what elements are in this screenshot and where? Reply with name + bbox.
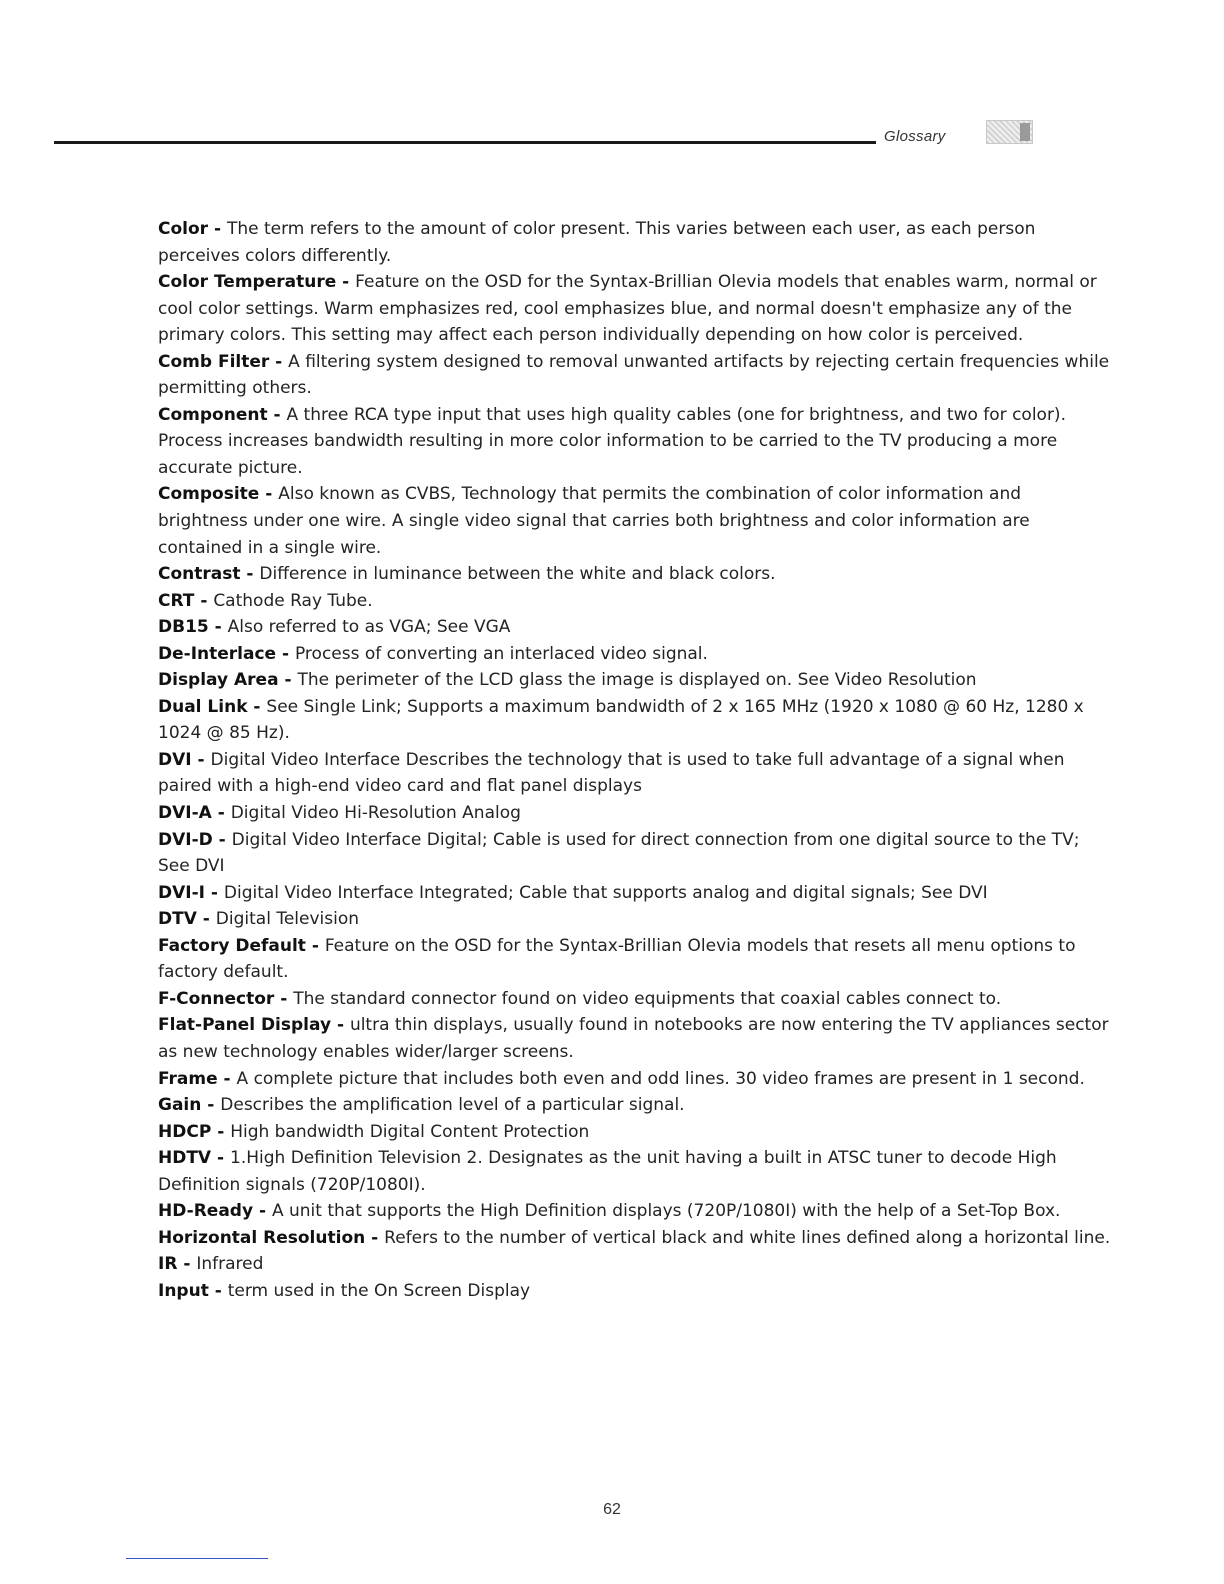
glossary-term: DB15	[158, 617, 209, 638]
glossary-definition: Process of converting an interlaced video signal.	[294, 643, 708, 664]
glossary-entry	[158, 694, 1113, 747]
term-separator: -	[259, 484, 279, 505]
glossary-term: HDCP	[158, 1121, 212, 1142]
term-separator: -	[267, 404, 287, 425]
glossary-term: De-Interlace	[158, 643, 277, 664]
page-number: 62	[603, 1501, 621, 1518]
glossary-term: Factory Default	[158, 935, 306, 956]
term-separator: -	[208, 219, 227, 239]
term-separator: -	[278, 670, 298, 691]
glossary-entry	[158, 641, 1113, 668]
term-separator: -	[247, 696, 267, 717]
glossary-entry	[158, 1251, 1113, 1278]
glossary-term: IR	[158, 1254, 178, 1275]
term-separator: -	[365, 1227, 385, 1248]
term-separator: -	[305, 935, 325, 956]
term-separator: -	[276, 643, 295, 664]
term-separator: -	[274, 988, 294, 1009]
glossary-definition: 1.High Definition Television 2. Designates as the unit having a built in ATSC tuner to decode High Definition signals (720P/1080I).	[158, 1148, 1057, 1195]
glossary-list	[158, 216, 1113, 1304]
glossary-term: HDTV	[158, 1148, 212, 1169]
glossary-definition: The perimeter of the LCD glass the image is displayed on. See Video Resolution	[297, 670, 977, 691]
glossary-definition: Infrared	[196, 1254, 264, 1275]
term-separator: -	[240, 564, 260, 585]
glossary-entry	[158, 402, 1113, 482]
glossary-definition: Feature on the OSD for the Syntax-Brillian Olevia models that enables warm, normal or cool color settings. Warm emphasizes red, cool emphasizes blue, and normal doesn't emphasize any of the primary colors. This setting may affect each person individually depending on how color is perceived.	[158, 272, 1097, 346]
glossary-definition: term used in the On Screen Display	[227, 1280, 531, 1301]
term-separator: -	[212, 829, 232, 850]
glossary-entry	[158, 1012, 1113, 1065]
glossary-entry	[158, 933, 1113, 986]
term-separator: -	[211, 803, 231, 824]
glossary-term: Composite	[158, 484, 260, 505]
term-separator: -	[217, 1068, 237, 1089]
glossary-definition: Difference in luminance between the white and black colors.	[259, 564, 776, 585]
glossary-term: DTV	[158, 909, 197, 930]
glossary-definition: Digital Video Hi-Resolution Analog	[230, 803, 521, 824]
glossary-term: Frame	[158, 1068, 218, 1089]
term-separator: -	[208, 617, 228, 638]
glossary-term: DVI-A	[158, 803, 212, 824]
term-separator: -	[196, 909, 216, 930]
glossary-definition: Describes the amplification level of a particular signal.	[220, 1095, 685, 1116]
glossary-entry	[158, 1145, 1113, 1198]
glossary-entry	[158, 561, 1113, 588]
glossary-definition: Feature on the OSD for the Syntax-Brillian Olevia models that resets all menu options to factory default.	[158, 935, 1076, 983]
glossary-definition: A filtering system designed to removal unwanted artifacts by rejecting certain frequencies while permitting others.	[158, 351, 1110, 399]
glossary-term: HD-Ready	[158, 1201, 254, 1222]
glossary-definition: Refers to the number of vertical black and white lines defined along a horizontal line.	[384, 1227, 1111, 1248]
glossary-definition: A complete picture that includes both even and odd lines. 30 video frames are present in 1 second.	[236, 1068, 1085, 1089]
glossary-term: Gain	[158, 1095, 202, 1116]
glossary-entry	[158, 1119, 1113, 1146]
glossary-term: CRT	[158, 590, 195, 611]
glossary-definition: Also referred to as VGA; See VGA	[227, 617, 511, 638]
glossary-definition: Digital Video Interface Integrated; Cable that supports analog and digital signals; See DVI	[223, 882, 988, 903]
glossary-entry	[158, 588, 1113, 615]
glossary-entry	[158, 827, 1113, 880]
glossary-term: Display Area	[158, 670, 279, 691]
section-title: Glossary	[884, 128, 946, 145]
glossary-entry	[158, 986, 1113, 1013]
term-separator: -	[204, 882, 224, 903]
glossary-term: Contrast	[158, 564, 241, 585]
glossary-term: Component	[158, 404, 268, 425]
glossary-entry	[158, 880, 1113, 907]
glossary-entry	[158, 1092, 1113, 1119]
glossary-entry	[158, 906, 1113, 933]
term-separator: -	[201, 1095, 221, 1116]
glossary-definition: See Single Link; Supports a maximum bandwidth of 2 x 165 MHz (1920 x 1080 @ 60 Hz, 1280 x 1024 @ 85 Hz).	[158, 696, 1084, 744]
glossary-term: DVI	[158, 749, 192, 770]
glossary-definition: Digital Video Interface Digital; Cable is used for direct connection from one digital source to the TV; See DVI	[158, 829, 1080, 877]
term-separator: -	[177, 1254, 197, 1275]
glossary-term: Color Temperature	[158, 272, 337, 293]
glossary-definition: ultra thin displays, usually found in notebooks are now entering the TV appliances sector as new technology enables wider/larger screens.	[158, 1015, 1109, 1062]
glossary-definition: A unit that supports the High Definition displays (720P/1080I) with the help of a Set-Top Box.	[271, 1201, 1061, 1222]
glossary-definition: Cathode Ray Tube.	[213, 590, 373, 611]
glossary-entry	[158, 1278, 1113, 1305]
header-rule	[54, 141, 876, 144]
glossary-definition: A three RCA type input that uses high quality cables (one for brightness, and two for color). Process increases bandwidth resulting in more color information to be carried to the TV producing a more accurate picture.	[158, 404, 1066, 478]
glossary-entry	[158, 747, 1113, 800]
glossary-term: Input	[158, 1280, 209, 1301]
term-separator: -	[211, 1148, 230, 1169]
glossary-entry	[158, 216, 1113, 269]
term-separator: -	[208, 1280, 228, 1301]
glossary-entry	[158, 481, 1113, 561]
glossary-definition: Digital Television	[215, 909, 359, 930]
term-separator: -	[253, 1201, 272, 1222]
glossary-definition: The standard connector found on video equipments that coaxial cables connect to.	[293, 988, 1002, 1009]
glossary-term: Comb Filter	[158, 351, 270, 372]
footer-line	[126, 1558, 268, 1559]
glossary-term: Flat-Panel Display	[158, 1015, 332, 1036]
glossary-term: Color	[158, 219, 209, 239]
glossary-entry	[158, 614, 1113, 641]
glossary-definition: The term refers to the amount of color present. This varies between each user, as each person perceives colors differently.	[158, 219, 1036, 266]
glossary-entry	[158, 1066, 1113, 1093]
glossary-definition: Also known as CVBS, Technology that permits the combination of color information and brightness under one wire. A single video signal that carries both brightness and color information are contained in a single wire.	[158, 484, 1030, 558]
glossary-term: Horizontal Resolution	[158, 1227, 366, 1248]
glossary-entry	[158, 800, 1113, 827]
glossary-term: DVI-D	[158, 829, 213, 850]
glossary-entry	[158, 667, 1113, 694]
glossary-entry	[158, 349, 1113, 402]
glossary-term: Dual Link	[158, 696, 248, 717]
glossary-definition: High bandwidth Digital Content Protection	[230, 1121, 590, 1142]
term-separator: -	[336, 272, 356, 293]
section-tab-graphic	[986, 120, 1033, 144]
glossary-definition: Digital Video Interface Describes the technology that is used to take full advantage of a signal when paired with a high-end video card and flat panel displays	[158, 749, 1065, 797]
term-separator: -	[211, 1121, 231, 1142]
term-separator: -	[194, 590, 214, 611]
glossary-entry	[158, 1225, 1113, 1252]
glossary-entry	[158, 1198, 1113, 1225]
glossary-entry	[158, 269, 1113, 349]
glossary-term: F-Connector	[158, 988, 275, 1009]
term-separator: -	[191, 749, 211, 770]
glossary-term: DVI-I	[158, 882, 205, 903]
term-separator: -	[269, 351, 289, 372]
term-separator: -	[331, 1015, 350, 1036]
